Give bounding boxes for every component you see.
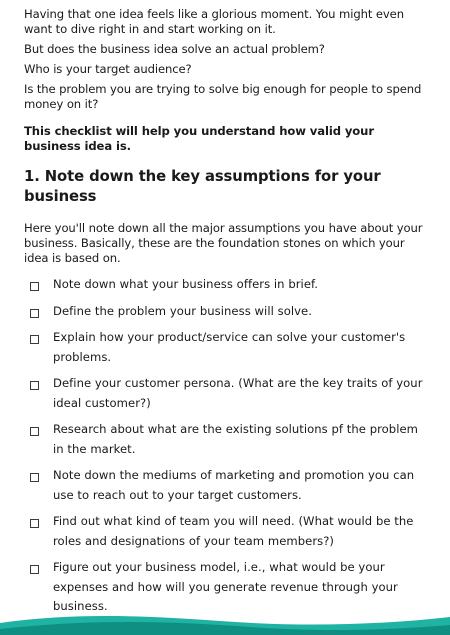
- checklist-item: [24, 305, 432, 322]
- intro-paragraph: Who is your target audience?: [24, 62, 192, 76]
- intro-paragraph: But does the business idea solve an actual problem?: [24, 42, 325, 56]
- checklist-item-text: Define your customer persona. (What are the key traits of your ideal customer?): [53, 376, 423, 410]
- document-page: [24, 7, 432, 627]
- checkbox[interactable]: [30, 519, 39, 528]
- checklist-note: This checklist will help you understand how valid your business idea is.: [24, 124, 374, 153]
- checklist-item: [24, 331, 432, 367]
- checklist-item: [24, 423, 432, 459]
- checklist-item-text: Define the problem your business will solve.: [53, 303, 312, 318]
- checklist-item-text: Find out what kind of team you will need. (What would be the roles and designations of your team members?): [53, 514, 414, 548]
- checklist-item: [24, 469, 432, 505]
- checklist-item-text: Note down the mediums of marketing and promotion you can use to reach out to your target customers.: [53, 468, 415, 502]
- intro-paragraph: Is the problem you are trying to solve big enough for people to spend money on it?: [24, 82, 422, 111]
- checkbox[interactable]: [30, 565, 39, 574]
- checkbox[interactable]: [30, 473, 39, 482]
- intro-paragraph: Having that one idea feels like a glorious moment. You might even want to dive right in and start working on it.: [24, 7, 404, 36]
- checklist-item-text: Figure out your business model, i.e., what would be your expenses and how will you generate revenue through your business.: [53, 560, 398, 613]
- checkbox[interactable]: [30, 427, 39, 436]
- section-intro: Here you'll note down all the major assumptions you have about your business. Basically, these are the foundation stones on which your idea is based on.: [24, 221, 423, 265]
- checkbox[interactable]: [30, 381, 39, 390]
- footer-wave: [0, 605, 450, 635]
- checklist-item: [24, 278, 432, 295]
- checklist-item-text: Research about what are the existing solutions pf the problem in the market.: [53, 422, 419, 456]
- checklist-item-text: Note down what your business offers in brief.: [53, 277, 319, 291]
- checklist-item-text: Explain how your product/service can solve your customer's problems.: [53, 330, 406, 364]
- section-heading: 1. Note down the key assumptions for your business: [24, 168, 381, 205]
- assumptions-checklist: [24, 278, 432, 617]
- checkbox[interactable]: [30, 335, 39, 344]
- checkbox[interactable]: [30, 309, 39, 318]
- checklist-item: [24, 377, 432, 413]
- checkbox[interactable]: [30, 282, 39, 291]
- checklist-item: [24, 515, 432, 551]
